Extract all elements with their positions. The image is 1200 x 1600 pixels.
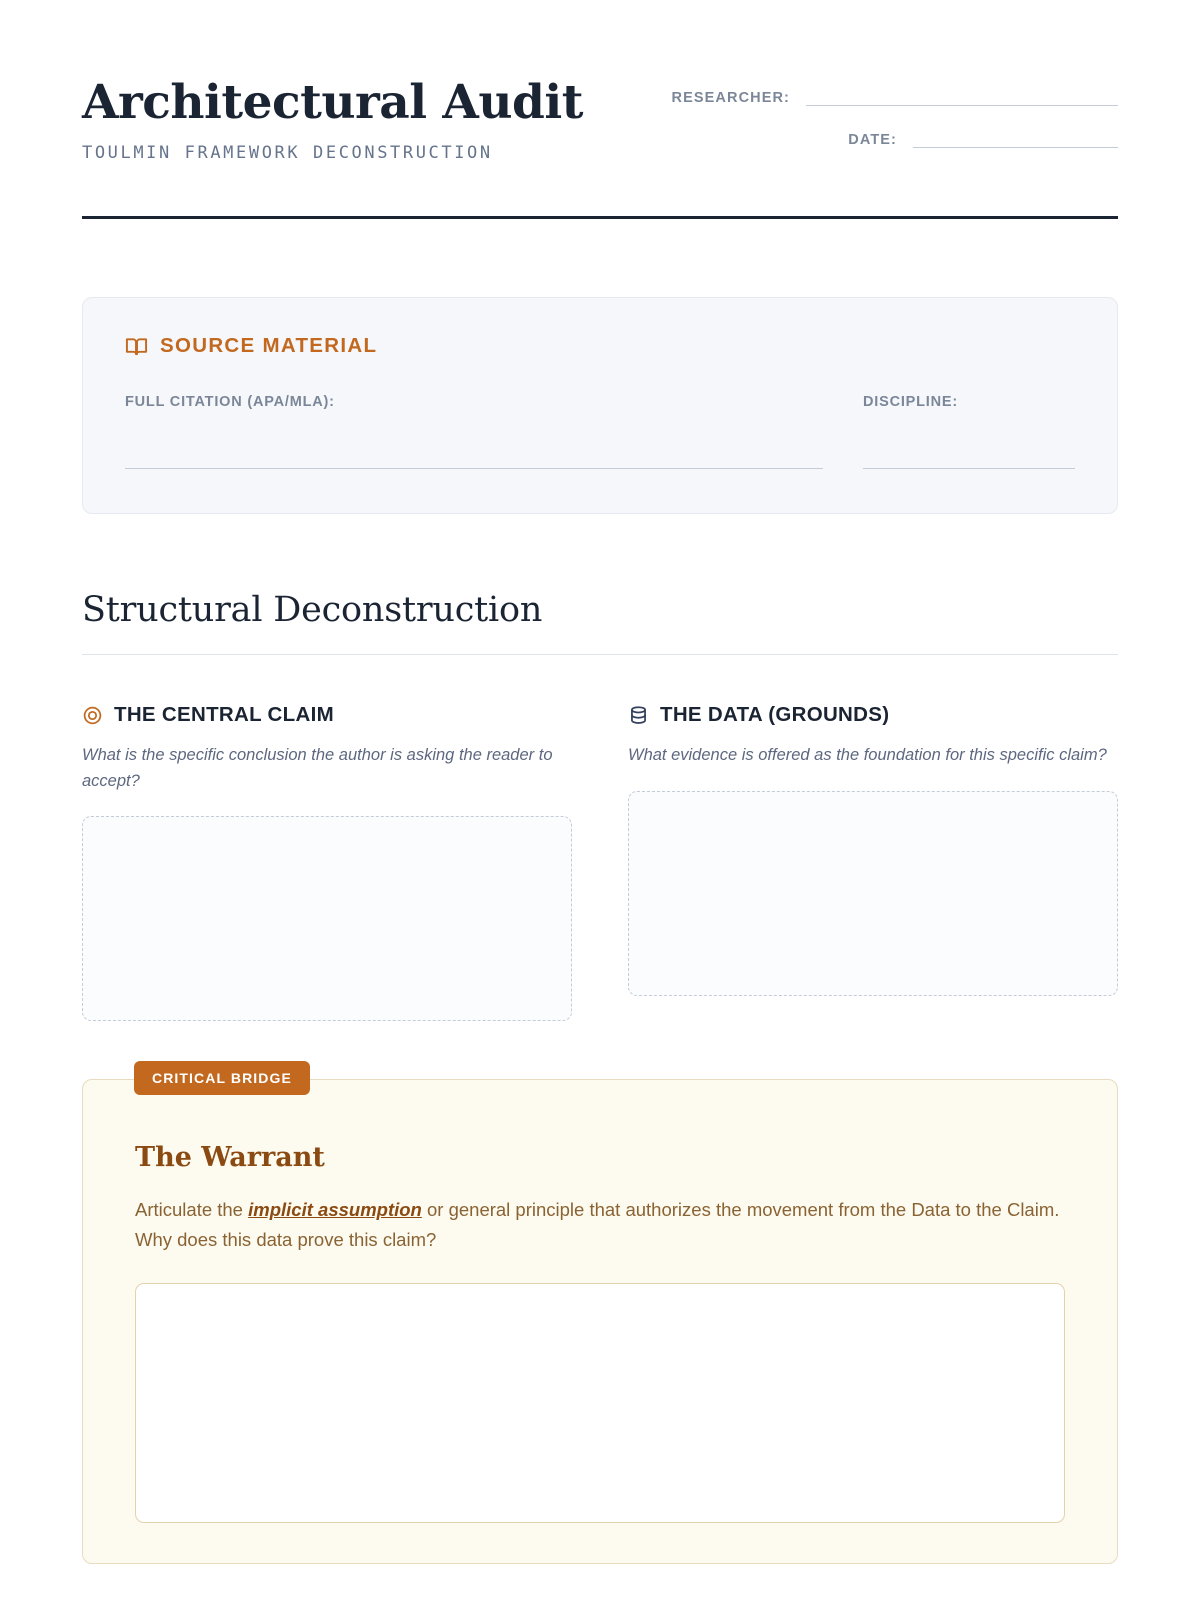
- database-icon: [628, 705, 649, 726]
- citation-label: FULL CITATION (APA/MLA):: [125, 394, 335, 410]
- section-title: Structural Deconstruction: [82, 590, 543, 630]
- page-title: Architectural Audit: [82, 75, 583, 130]
- data-grounds-column: [628, 703, 1118, 1021]
- warrant-text-after: or general principle that authorizes the movement from the Data to the Claim. Why does this data prove this claim?: [135, 1199, 1060, 1251]
- central-claim-input[interactable]: [82, 816, 572, 1021]
- date-label: DATE:: [848, 132, 897, 148]
- section-divider: [82, 654, 1118, 655]
- deconstruction-columns: [82, 703, 1118, 1021]
- source-material-header: [125, 334, 1075, 358]
- researcher-input[interactable]: [806, 105, 1118, 106]
- warrant-input[interactable]: [135, 1283, 1065, 1523]
- critical-bridge-badge: CRITICAL BRIDGE: [134, 1061, 310, 1095]
- citation-field: [125, 394, 823, 469]
- central-claim-prompt: What is the specific conclusion the author is asking the reader to accept?: [82, 746, 553, 790]
- warrant-text-before: Articulate the: [135, 1199, 249, 1221]
- source-material-title: SOURCE MATERIAL: [160, 334, 378, 357]
- discipline-input[interactable]: [863, 468, 1075, 469]
- warrant-emphasis: implicit assumption: [248, 1199, 422, 1221]
- data-grounds-header: [628, 703, 1118, 727]
- warrant-title: The Warrant: [135, 1142, 325, 1174]
- central-claim-header: [82, 703, 572, 727]
- date-row: [618, 132, 1118, 148]
- page-header: [82, 0, 1118, 174]
- central-claim-title: THE CENTRAL CLAIM: [114, 703, 334, 726]
- central-claim-column: [82, 703, 572, 1021]
- data-grounds-prompt: What evidence is offered as the foundation for this specific claim?: [628, 746, 1107, 764]
- title-block: [82, 75, 583, 164]
- discipline-field: [863, 394, 1075, 469]
- header-divider: [82, 216, 1118, 219]
- source-material-card: [82, 297, 1118, 514]
- data-grounds-input[interactable]: [628, 791, 1118, 996]
- researcher-label: RESEARCHER:: [671, 90, 790, 106]
- warrant-panel: [82, 1079, 1118, 1564]
- target-icon: [82, 705, 103, 726]
- page-subtitle: TOULMIN FRAMEWORK DECONSTRUCTION: [82, 143, 493, 164]
- warrant-section: [82, 1070, 1118, 1564]
- discipline-label: DISCIPLINE:: [863, 394, 958, 410]
- date-input[interactable]: [913, 147, 1118, 148]
- warrant-instructions: [135, 1195, 1065, 1255]
- source-fields: [125, 394, 1075, 469]
- researcher-row: [618, 90, 1118, 106]
- citation-input[interactable]: [125, 468, 823, 469]
- data-grounds-title: THE DATA (GROUNDS): [660, 703, 890, 726]
- meta-block: [618, 78, 1118, 174]
- book-icon: [125, 335, 148, 358]
